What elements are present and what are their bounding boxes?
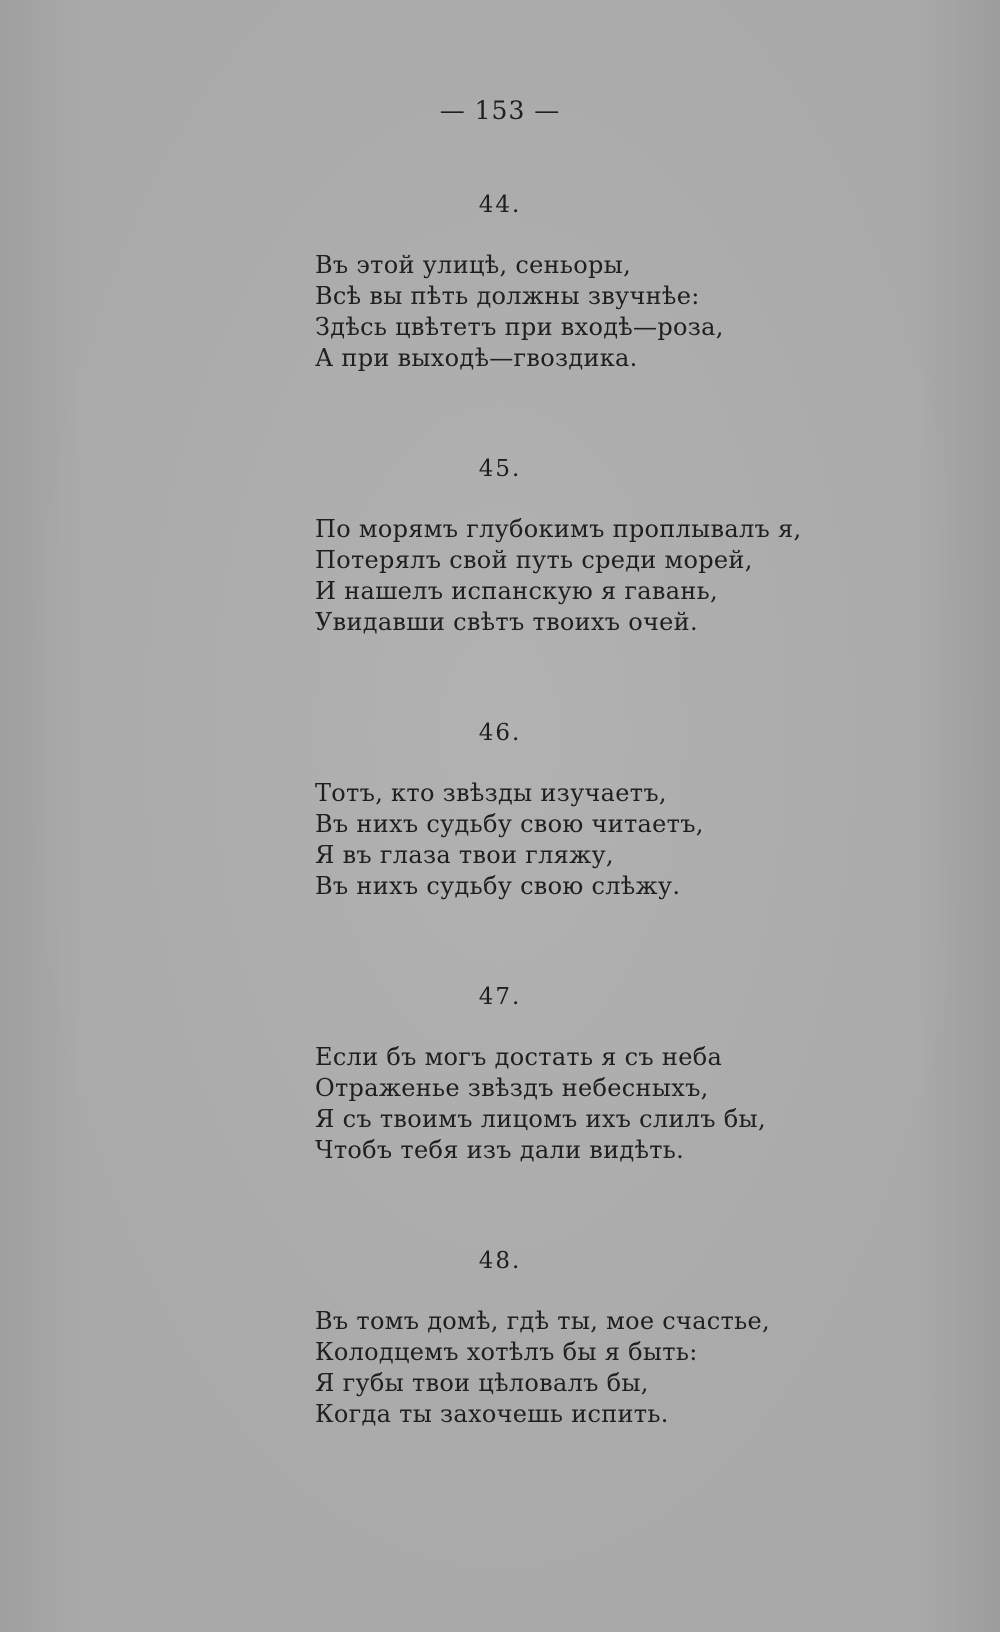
verse-line: А при выходѣ—гвоздика.	[315, 344, 638, 372]
verse-line: Когда ты захочешь испить.	[315, 1400, 669, 1428]
verse-line: Въ нихъ судьбу свою слѣжу.	[315, 872, 681, 900]
verse-line: Я съ твоимъ лицомъ ихъ слилъ бы,	[315, 1105, 766, 1133]
verse-line: Увидавши свѣтъ твоихъ очей.	[315, 608, 698, 636]
verse-line: Въ этой улицѣ, сеньоры,	[315, 251, 632, 279]
stanza-number: 46.	[478, 720, 522, 746]
stanza-number: 47.	[478, 984, 522, 1010]
verse-line: Всѣ вы пѣть должны звучнѣе:	[315, 282, 700, 310]
stanza-48	[0, 1246, 1000, 1430]
verse-line: Тотъ, кто звѣзды изучаетъ,	[315, 779, 667, 807]
stanza-45	[0, 454, 1000, 638]
stanza-number: 44.	[478, 192, 522, 218]
verse-line: Отраженье звѣздъ небесныхъ,	[315, 1074, 709, 1102]
stanza-lines	[315, 250, 1000, 374]
stanza-number: 48.	[478, 1248, 522, 1274]
verse-line: Если бъ могъ достать я съ неба	[315, 1043, 723, 1071]
verse-line: И нашелъ испанскую я гавань,	[315, 577, 718, 605]
verse-line: Чтобъ тебя изъ дали видѣть.	[315, 1136, 685, 1164]
verse-line: Потерялъ свой путь среди морей,	[315, 546, 753, 574]
verse-line: Я губы твои цѣловалъ бы,	[315, 1369, 649, 1397]
stanza-44	[0, 190, 1000, 374]
page-number: — 153 —	[439, 96, 561, 125]
verse-line: По морямъ глубокимъ проплывалъ я,	[315, 515, 802, 543]
stanza-lines	[315, 778, 1000, 902]
verse-line: Колодцемъ хотѣлъ бы я быть:	[315, 1338, 698, 1366]
verse-line: Въ томъ домѣ, гдѣ ты, мое счастье,	[315, 1307, 770, 1335]
stanza-lines	[315, 514, 1000, 638]
verse-line: Здѣсь цвѣтетъ при входѣ—роза,	[315, 313, 724, 341]
stanza-lines	[315, 1042, 1000, 1166]
stanza-number: 45.	[478, 456, 522, 482]
stanza-46	[0, 718, 1000, 902]
verse-line: Въ нихъ судьбу свою читаетъ,	[315, 810, 704, 838]
stanza-lines	[315, 1306, 1000, 1430]
verse-line: Я въ глаза твои гляжу,	[315, 841, 614, 869]
stanza-47	[0, 982, 1000, 1166]
